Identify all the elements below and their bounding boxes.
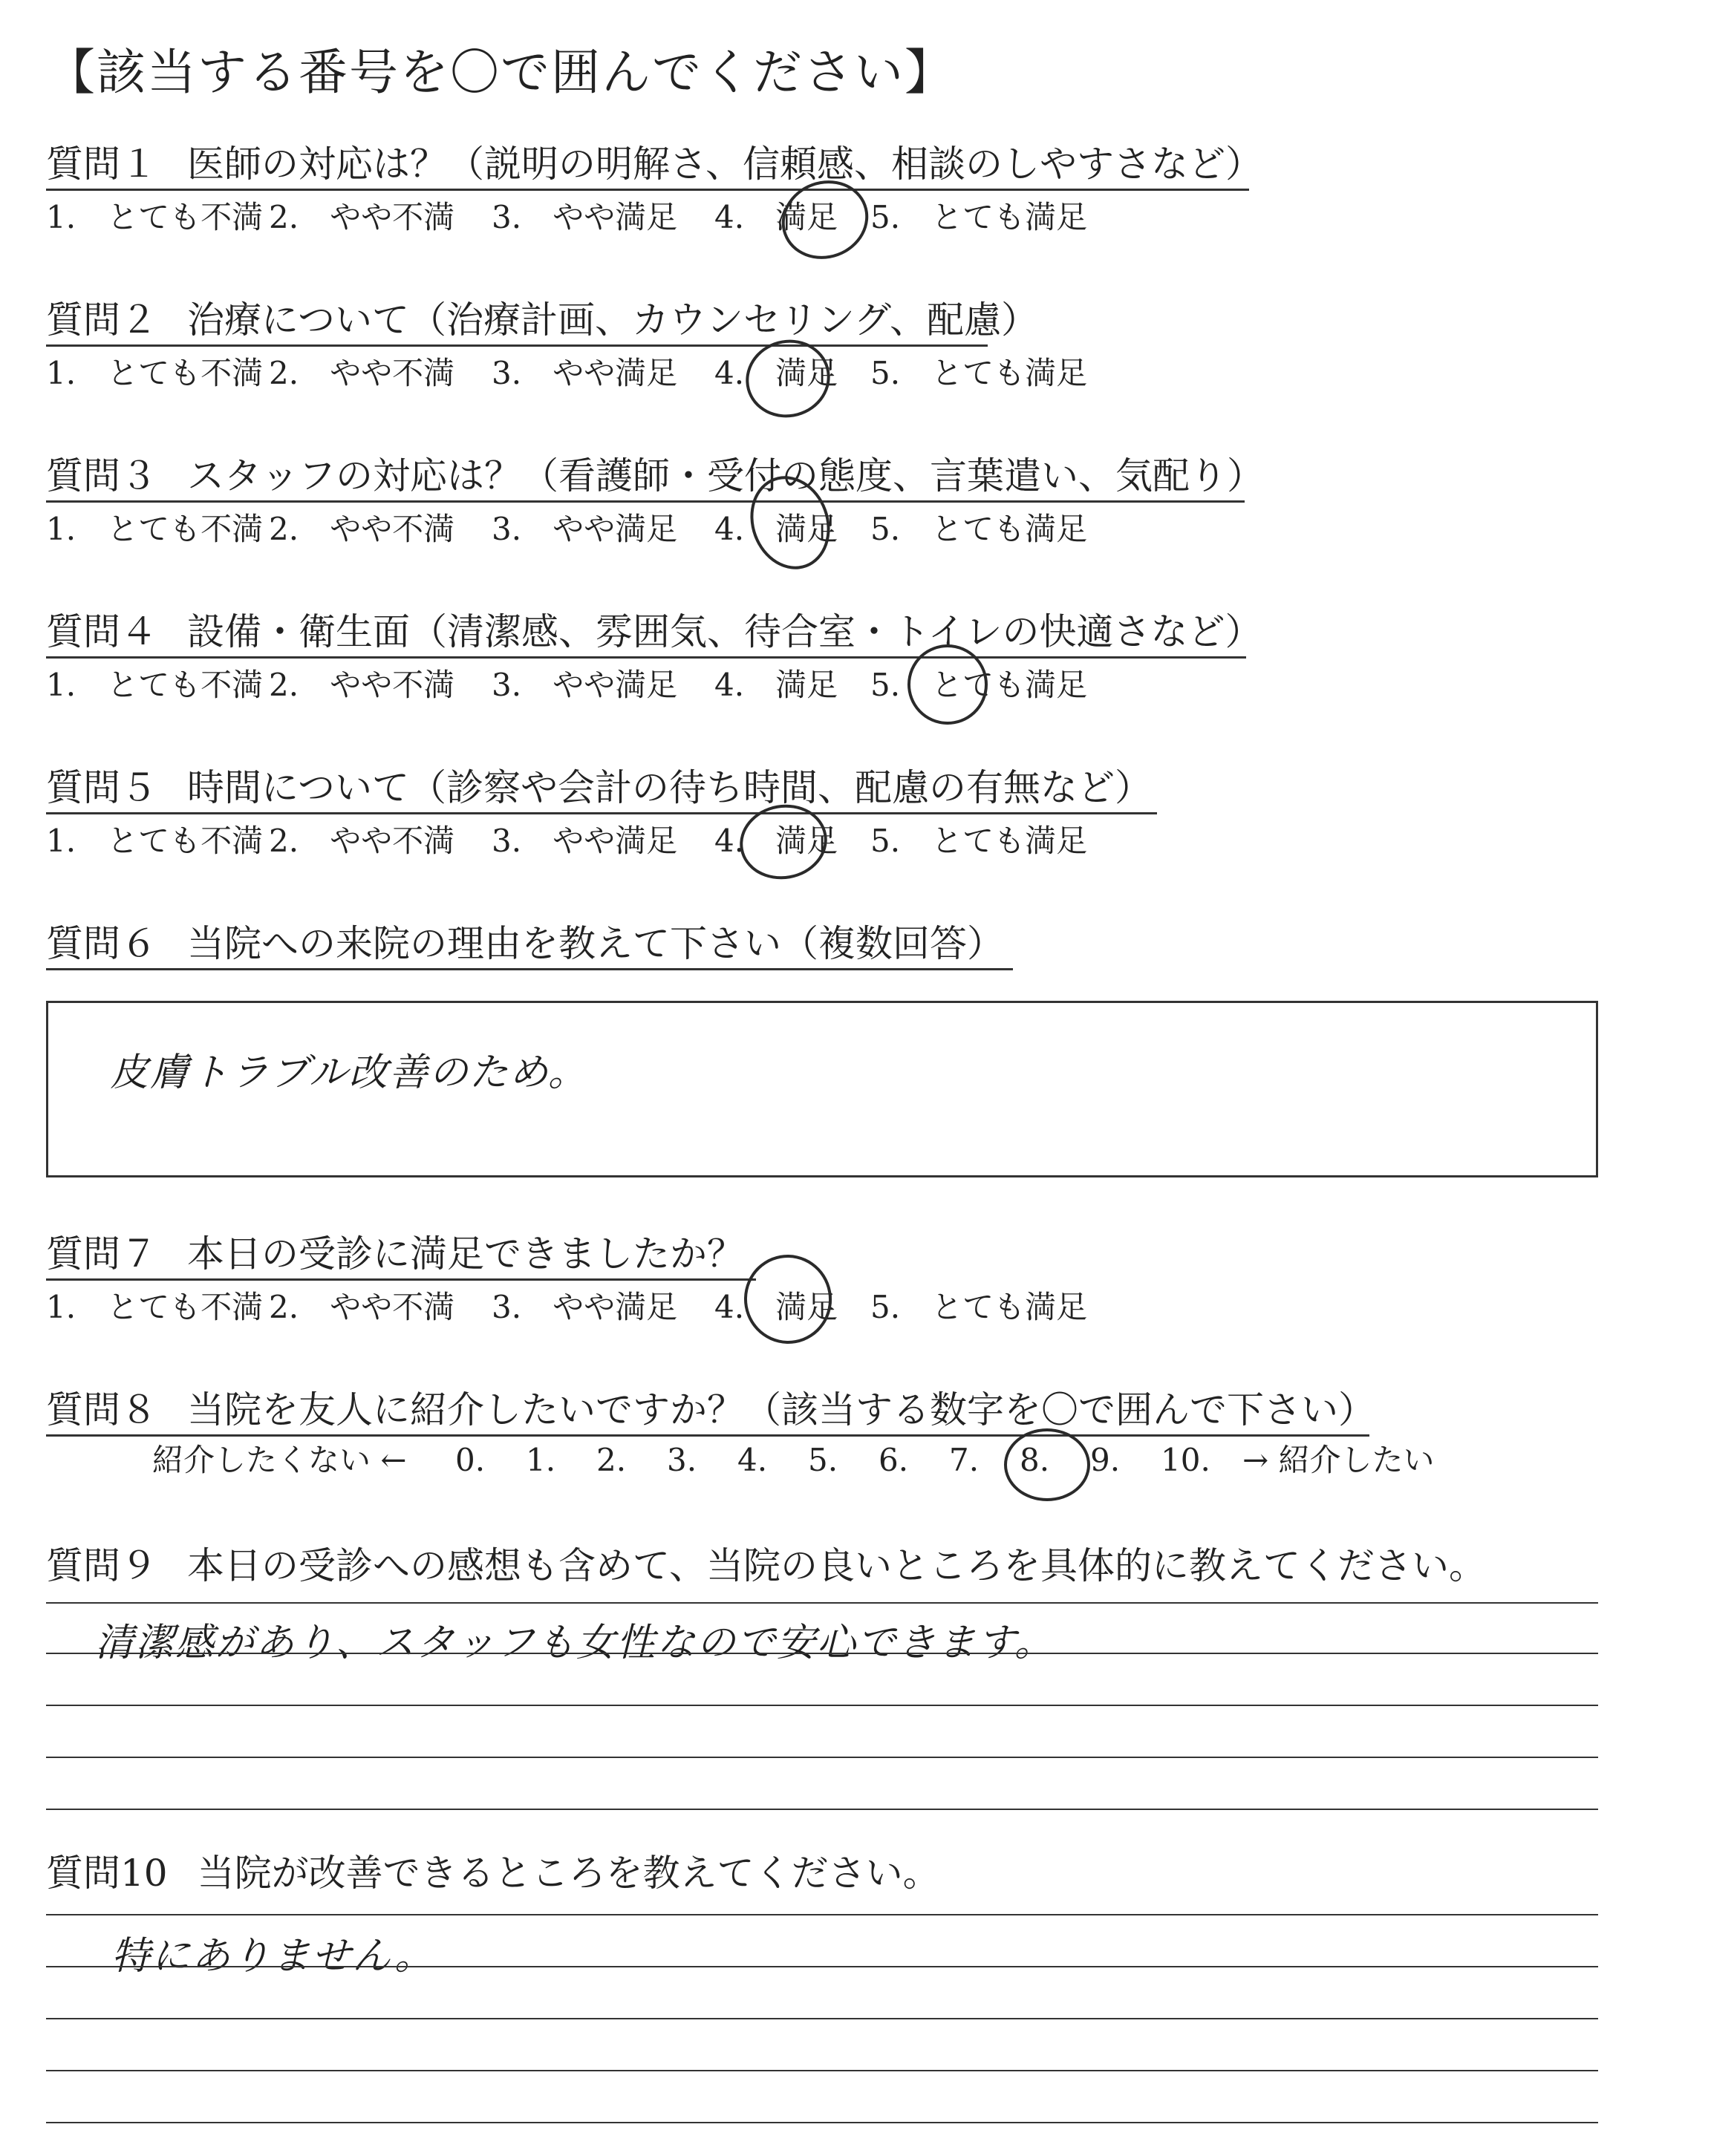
question-text: 医師の対応は？（説明の明解さ、信頼感、相談のしやすさなど）	[187, 143, 1262, 186]
question-1-options	[46, 199, 1088, 235]
option-1[interactable]: 1. とても不満	[46, 355, 264, 391]
question-number: 質問６	[46, 922, 157, 965]
option-3[interactable]: 3. やや満足	[492, 823, 678, 859]
title-underline	[46, 656, 1246, 659]
option-4[interactable]: 4. 満足	[714, 355, 838, 391]
option-4[interactable]: 4. 満足	[714, 823, 838, 859]
option-4[interactable]: 4. 満足	[714, 1289, 838, 1325]
option-1[interactable]: 1. とても不満	[46, 823, 264, 859]
handwritten-answer: 特にありません。	[111, 1934, 435, 1979]
option-5[interactable]: 5. とても満足	[870, 355, 1088, 391]
question-3-title	[46, 454, 1264, 497]
scale-value[interactable]: 8.	[1020, 1442, 1050, 1478]
scale-value[interactable]: 9.	[1090, 1442, 1121, 1478]
option-5[interactable]: 5. とても満足	[870, 667, 1088, 703]
title-underline	[46, 500, 1245, 503]
question-number: 質問１	[46, 143, 157, 186]
selection-circle	[737, 1248, 838, 1351]
answer-line	[46, 1914, 1598, 1915]
option-5[interactable]: 5. とても満足	[870, 199, 1088, 235]
question-number: 質問５	[46, 766, 157, 809]
scale-value[interactable]: 2.	[596, 1442, 627, 1478]
question-1-title	[46, 143, 1262, 186]
option-1[interactable]: 1. とても不満	[46, 1289, 264, 1325]
answer-line	[46, 2070, 1598, 2071]
scale-value[interactable]: 4.	[737, 1442, 768, 1478]
option-2[interactable]: 2. やや不満	[269, 511, 455, 547]
answer-line	[46, 1602, 1598, 1604]
option-3[interactable]: 3. やや満足	[492, 667, 678, 703]
question-5-title	[46, 766, 1152, 809]
question-7-title	[46, 1232, 744, 1275]
scale-value[interactable]: 5.	[808, 1442, 838, 1478]
title-underline	[46, 189, 1249, 191]
question-number: 質問８	[46, 1388, 157, 1431]
question-5-options	[46, 823, 1088, 859]
question-6-title	[46, 922, 1004, 965]
answer-line	[46, 2122, 1598, 2123]
question-number: 質問９	[46, 1544, 157, 1587]
handwritten-answer: 皮膚トラブル改善のため。	[110, 1051, 588, 1095]
title-underline	[46, 1434, 1369, 1437]
option-5[interactable]: 5. とても満足	[870, 1289, 1088, 1325]
option-5[interactable]: 5. とても満足	[870, 823, 1088, 859]
question-text: 治療について（治療計画、カウンセリング、配慮）	[187, 298, 1038, 342]
option-2[interactable]: 2. やや不満	[269, 199, 455, 235]
scale-right-label: → 紹介したい	[1242, 1442, 1435, 1478]
question-8-scale	[152, 1442, 1435, 1478]
question-number: 質問10	[46, 1852, 168, 1895]
option-1[interactable]: 1. とても不満	[46, 511, 264, 547]
question-text: 本日の受診に満足できましたか？	[187, 1232, 744, 1275]
title-underline	[46, 1278, 756, 1281]
question-text: 時間について（診察や会計の待ち時間、配慮の有無など）	[187, 766, 1152, 809]
question-number: 質問４	[46, 610, 157, 653]
option-5[interactable]: 5. とても満足	[870, 511, 1088, 547]
question-3-options	[46, 511, 1088, 547]
question-number: 質問２	[46, 298, 157, 342]
option-2[interactable]: 2. やや不満	[269, 355, 455, 391]
question-text: 当院が改善できるところを教えてください。	[197, 1852, 940, 1895]
answer-line	[46, 2018, 1598, 2019]
scale-value[interactable]: 1.	[526, 1442, 556, 1478]
option-3[interactable]: 3. やや満足	[492, 1289, 678, 1325]
selection-circle	[734, 798, 833, 886]
title-underline	[46, 812, 1157, 814]
title-underline	[46, 968, 1013, 970]
selection-circle	[1004, 1428, 1090, 1501]
option-3[interactable]: 3. やや満足	[492, 355, 678, 391]
answer-line	[46, 1705, 1598, 1706]
question-number: 質問３	[46, 454, 157, 497]
option-1[interactable]: 1. とても不満	[46, 199, 264, 235]
scale-value[interactable]: 7.	[949, 1442, 980, 1478]
answer-line	[46, 1809, 1598, 1810]
question-text: 本日の受診への感想も含めて、当院の良いところを具体的に教えてください。	[187, 1544, 1486, 1587]
question-7-options	[46, 1289, 1088, 1325]
option-3[interactable]: 3. やや満足	[492, 199, 678, 235]
option-4[interactable]: 4. 満足	[714, 511, 838, 547]
option-4[interactable]: 4. 満足	[714, 667, 838, 703]
scale-value[interactable]: 0.	[455, 1442, 486, 1478]
question-2-options	[46, 355, 1088, 391]
option-1[interactable]: 1. とても不満	[46, 667, 264, 703]
title-underline	[46, 344, 988, 347]
option-2[interactable]: 2. やや不満	[269, 667, 455, 703]
question-9-title	[46, 1544, 1486, 1587]
question-text: スタッフの対応は？（看護師・受付の態度、言葉遣い、気配り）	[187, 454, 1264, 497]
question-10-title	[46, 1852, 940, 1895]
answer-line	[46, 1653, 1598, 1654]
answer-line	[46, 1757, 1598, 1758]
scale-value[interactable]: 3.	[667, 1442, 697, 1478]
handwritten-answer: 清潔感があり、スタッフも女性なので安心できます。	[95, 1621, 1055, 1665]
question-text: 当院への来院の理由を教えて下さい（複数回答）	[187, 922, 1004, 965]
question-4-title	[46, 610, 1262, 653]
option-2[interactable]: 2. やや不満	[269, 823, 455, 859]
scale-left-label: 紹介したくない ←	[152, 1442, 407, 1478]
question-text: 設備・衛生面（清潔感、雰囲気、待合室・トイレの快適さなど）	[187, 610, 1262, 653]
question-number: 質問７	[46, 1232, 157, 1275]
option-3[interactable]: 3. やや満足	[492, 511, 678, 547]
scale-value[interactable]: 10.	[1161, 1442, 1210, 1478]
question-8-title	[46, 1388, 1375, 1431]
answer-line	[46, 1966, 1598, 1967]
scale-value[interactable]: 6.	[879, 1442, 909, 1478]
question-2-title	[46, 298, 1038, 342]
question-text: 当院を友人に紹介したいですか？（該当する数字を〇で囲んで下さい）	[187, 1388, 1375, 1431]
option-4[interactable]: 4. 満足	[714, 199, 838, 235]
instruction-heading: 【該当する番号を〇で囲んでください】	[46, 44, 955, 101]
option-2[interactable]: 2. やや不満	[269, 1289, 455, 1325]
